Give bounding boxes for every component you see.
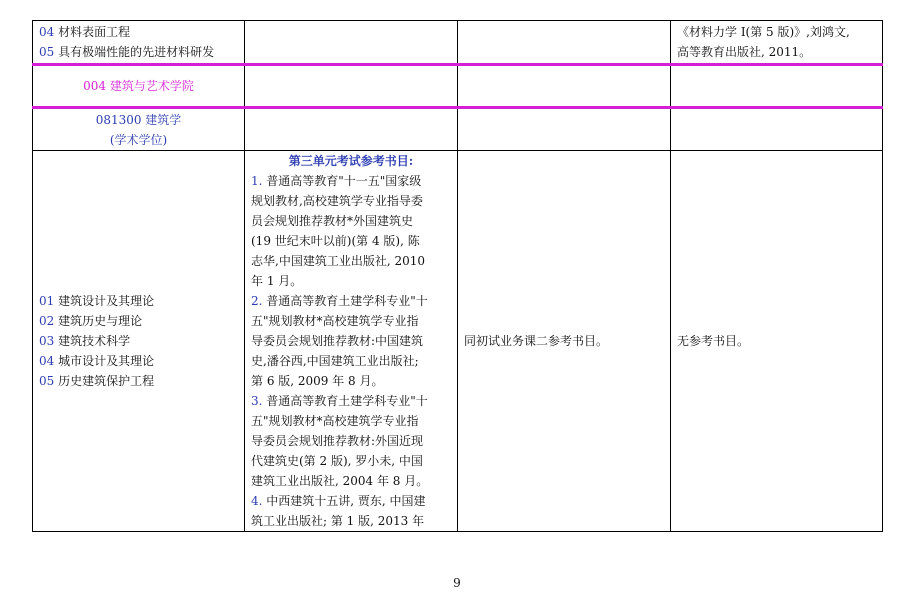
major-item: 03 建筑技术科学	[39, 334, 131, 348]
reference-item: 2. 普通高等教育土建学科专业"十	[251, 294, 428, 308]
discipline-cell	[33, 108, 245, 151]
discipline-code: 081300 建筑学	[95, 112, 182, 127]
table-row	[33, 108, 883, 151]
majors-cell	[33, 21, 245, 65]
empty-cell	[245, 65, 458, 108]
table-row	[33, 65, 883, 108]
empty-cell	[458, 65, 671, 108]
majors-cell	[33, 151, 245, 532]
reference-item: 3. 普通高等教育土建学科专业"十	[251, 394, 428, 408]
major-item: 04 材料表面工程	[39, 25, 131, 39]
major-item: 01 建筑设计及其理论	[39, 294, 155, 308]
empty-cell	[245, 21, 458, 65]
college-name: 004 建筑与艺术学院	[33, 65, 245, 108]
table-row	[33, 21, 883, 65]
empty-cell	[458, 21, 671, 65]
other-reference-cell: 无参考书目。	[671, 151, 883, 532]
major-item: 05 具有极端性能的先进材料研发	[39, 45, 215, 59]
unit3-reference-cell: 第三单元考试参考书目: 1. 普通高等教育"十一五"国家级 规划教材,高校建筑学专业指导委 员会规划推荐教材*外国建筑史 (19 世纪末叶以前)(第 4 版), 陈 志华,中国建筑工业出版社, 2010 年 1 月。 2. 普通高等教育土建学科专业"十 五"规划教材*高校建筑学专业指 导委员会规划推荐教材:中国建筑 史,潘谷西,中国建筑工业出版社; 第 6 版, 2009 年 8 月。 3. 普通高等教育土建学科专业"十 五"规划教材*高校建筑学专业指 导委员会规划推荐教材:外国近现 代建筑史(第 2 版), 罗小未, 中国 建筑工业出版社, 2004 年 8 月。 4. 中西建筑十五讲, 贾东, 中国建 筑工业出版社; 第 1 版, 2013 年	[245, 151, 458, 532]
empty-cell	[245, 108, 458, 151]
reference-title: 第三单元考试参考书目:	[288, 154, 414, 168]
empty-cell	[458, 108, 671, 151]
major-item: 04 城市设计及其理论	[39, 354, 155, 368]
empty-cell	[671, 108, 883, 151]
degree-type: (学术学位)	[109, 132, 168, 147]
retest-reference-cell: 同初试业务课二参考书目。	[458, 151, 671, 532]
major-item: 05 历史建筑保护工程	[39, 374, 155, 388]
reference-item: 4. 中西建筑十五讲, 贾东, 中国建	[251, 494, 426, 508]
major-item: 02 建筑历史与理论	[39, 314, 143, 328]
table-row	[33, 151, 883, 532]
admissions-table	[32, 20, 883, 532]
reference-books-cell: 《材料力学 I(第 5 版)》,刘鸿文, 高等教育出版社, 2011。	[671, 21, 883, 65]
page-number: 9	[453, 576, 461, 590]
empty-cell	[671, 65, 883, 108]
reference-item: 1. 普通高等教育"十一五"国家级	[251, 174, 422, 188]
